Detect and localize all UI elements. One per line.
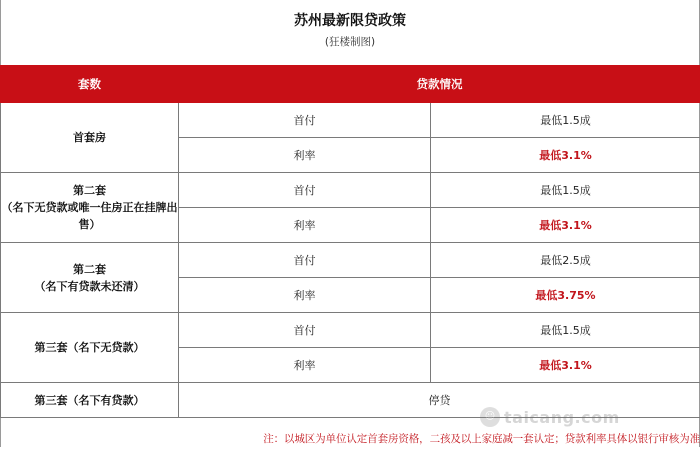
category-line: 第二套 (73, 262, 106, 276)
category-line: 第二套 (73, 184, 106, 197)
category-line: （名下无贷款或唯一住房正在挂牌出售） (1, 201, 178, 231)
category-cell: 第三套（名下有贷款） (1, 383, 179, 418)
value-cell-highlight: 最低3.1% (431, 348, 700, 383)
item-cell: 利率 (179, 278, 431, 313)
item-cell: 首付 (179, 243, 431, 278)
watermark (480, 404, 620, 430)
table-row (1, 313, 700, 348)
item-cell: 利率 (179, 208, 431, 243)
value-cell: 最低1.5成 (431, 313, 700, 348)
value-cell-merged: 停贷 (179, 383, 700, 418)
table-row (1, 103, 700, 138)
category-line: （名下有贷款未还清） (34, 279, 145, 293)
value-cell: 最低2.5成 (431, 243, 700, 278)
table-header-row (1, 66, 700, 103)
watermark-logo-icon: ☺ (480, 407, 500, 427)
page-subtitle: (狂楼制图) (324, 36, 376, 48)
item-cell: 利率 (179, 348, 431, 383)
item-cell: 首付 (179, 103, 431, 138)
value-cell-highlight: 最低3.75% (431, 278, 700, 313)
column-header-loan: 贷款情况 (179, 66, 700, 103)
value-cell-highlight: 最低3.1% (431, 138, 700, 173)
item-cell: 首付 (179, 313, 431, 348)
category-cell (1, 173, 179, 243)
loan-policy-table (0, 65, 700, 418)
table-row (1, 173, 700, 208)
value-cell: 最低1.5成 (431, 103, 700, 138)
value-cell-highlight: 最低3.1% (431, 208, 700, 243)
column-header-count: 套数 (1, 66, 179, 103)
category-cell (1, 243, 179, 313)
page-title: 苏州最新限贷政策 (294, 13, 406, 29)
item-cell: 首付 (179, 173, 431, 208)
item-cell: 利率 (179, 138, 431, 173)
table-row (1, 243, 700, 278)
footnote: 注：以城区为单位认定首套房资格，二孩及以上家庭减一套认定；贷款利率具体以银行审核为准 (263, 433, 700, 445)
watermark-text: taicang.com (504, 407, 620, 427)
category-cell: 首套房 (1, 103, 179, 173)
category-cell: 第三套（名下无贷款） (1, 313, 179, 383)
value-cell: 最低1.5成 (431, 173, 700, 208)
